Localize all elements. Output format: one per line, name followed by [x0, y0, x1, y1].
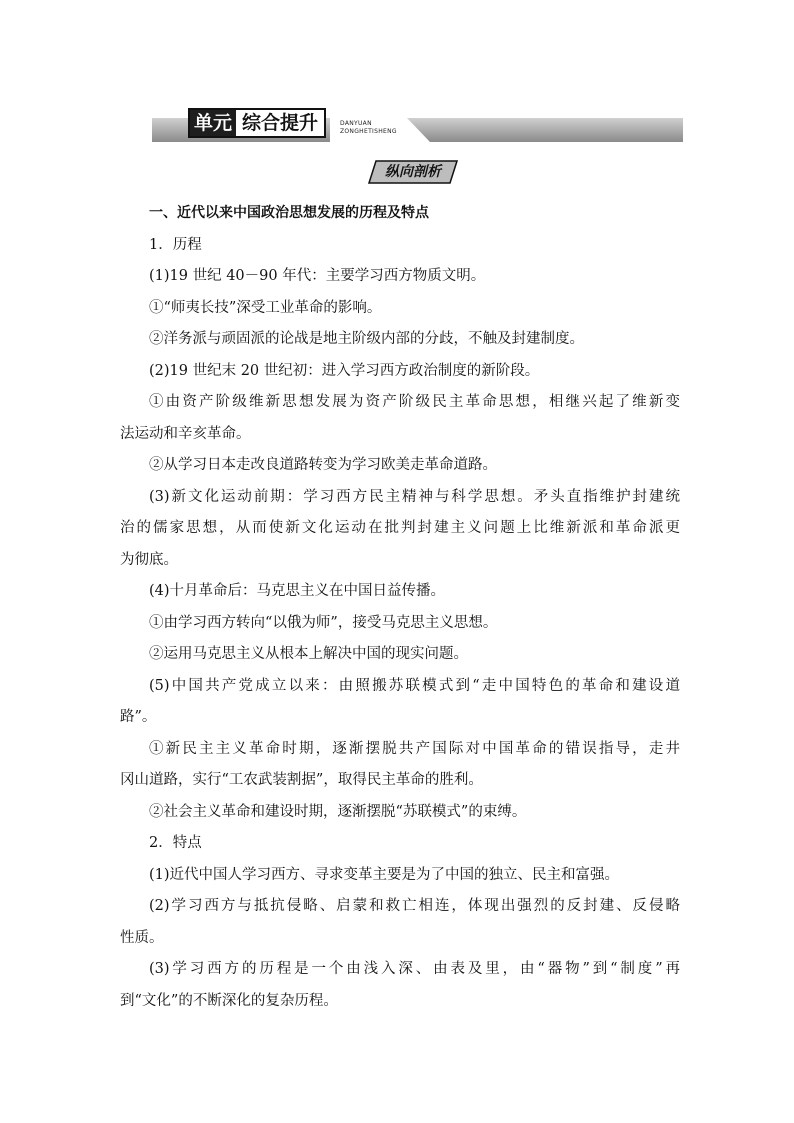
- paragraph-line: (2)19 世纪末 20 世纪初：进入学习西方政治制度的新阶段。: [149, 362, 540, 379]
- paragraph-line: ②社会主义革命和建设时期，逐渐摆脱“苏联模式”的束缚。: [149, 803, 527, 820]
- header-pinyin-line1: DANYUAN: [340, 120, 372, 127]
- unit-badge-light-label: 综合提升: [236, 110, 324, 136]
- paragraph-line: (5)中国共产党成立以来：由照搬苏联模式到“走中国特色的革命和建设道: [149, 677, 680, 694]
- unit-badge: [188, 108, 326, 138]
- paragraph-line: 冈山道路，实行“工农武装割据”，取得民主革命的胜利。: [120, 772, 483, 788]
- header-pinyin-line2: ZONGHETISHENG: [340, 128, 397, 135]
- paragraph-line: (3)新文化运动前期：学习西方民主精神与科学思想。矛头直指维护封建统: [149, 488, 680, 505]
- paragraph-line: (1)近代中国人学习西方、寻求变革主要是为了中国的独立、民主和富强。: [149, 866, 620, 883]
- paragraph-line: ②从学习日本走改良道路转变为学习欧美走革命道路。: [149, 457, 497, 473]
- paragraph-line: (4)十月革命后：马克思主义在中国日益传播。: [149, 583, 446, 599]
- paragraph-line: (2)学习西方与抵抗侵略、启蒙和救亡相连，体现出强烈的反封建、反侵略: [149, 898, 680, 914]
- paragraph-line: ①由资产阶级维新思想发展为资产阶级民主革命思想，相继兴起了维新变: [149, 394, 680, 410]
- section-tag: [368, 160, 458, 184]
- article-body: [120, 198, 680, 1017]
- paragraph-line: 治的儒家思想，从而使新文化运动在批判封建主义问题上比维新派和革命派更: [120, 520, 680, 536]
- paragraph-line: ②洋务派与顽固派的论战是地主阶级内部的分歧，不触及封建制度。: [149, 331, 584, 347]
- paragraph-line: 性质。: [120, 929, 164, 946]
- unit-badge-dark-label: 单元: [190, 110, 236, 136]
- paragraph-line: (1)19 世纪 40－90 年代：主要学习西方物质文明。: [149, 268, 486, 284]
- header-pinyin: [340, 120, 397, 136]
- paragraph-line: 路”。: [120, 709, 157, 725]
- subheading-features: 2．特点: [149, 835, 202, 851]
- paragraph-line: ②运用马克思主义从根本上解决中国的现实问题。: [149, 646, 468, 662]
- paragraph-line: ①“师夷长技”深受工业革命的影响。: [149, 299, 382, 316]
- paragraph-line: (3)学习西方的历程是一个由浅入深、由表及里，由“器物”到“制度”再: [149, 961, 680, 977]
- paragraph-line: ①由学习西方转向“以俄为师”，接受马克思主义思想。: [149, 614, 498, 631]
- paragraph-line: 法运动和辛亥革命。: [120, 425, 251, 442]
- paragraph-line: 到“文化”的不断深化的复杂历程。: [120, 992, 338, 1009]
- section-tag-label: 纵向剖析: [385, 164, 441, 180]
- paragraph-line: ①新民主主义革命时期，逐渐摆脱共产国际对中国革命的错误指导，走井: [149, 740, 680, 757]
- subheading-history: 1．历程: [149, 236, 202, 253]
- paragraph-line: 为彻底。: [120, 551, 178, 568]
- heading-1: 一、近代以来中国政治思想发展的历程及特点: [149, 205, 429, 221]
